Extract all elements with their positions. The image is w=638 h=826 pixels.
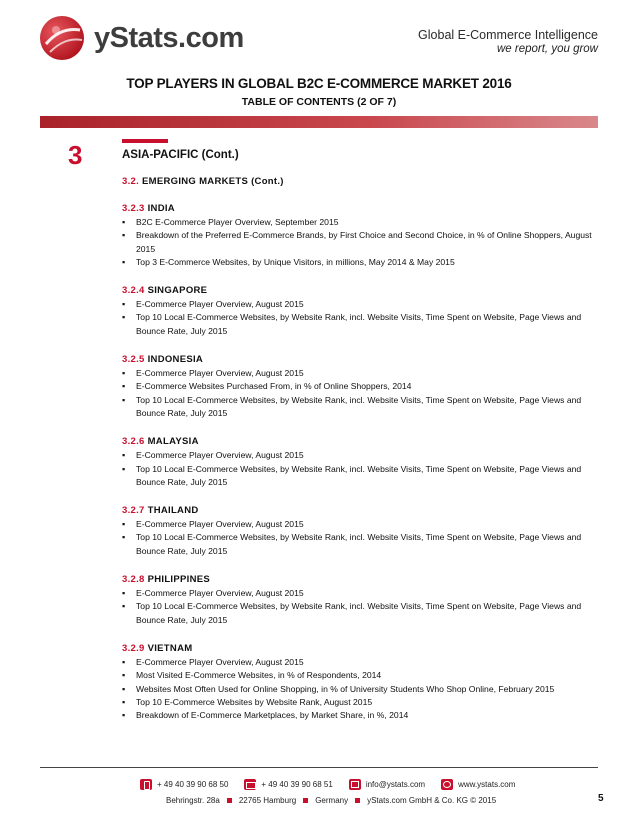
toc-section — [122, 643, 592, 722]
toc-item: ▪ Top 10 Local E-Commerce Websites, by Website Rank, incl. Website Visits, Time Spent on Website, Page Views and Bounce Rate, July 2015 — [122, 311, 592, 338]
section-heading — [122, 203, 592, 214]
header-divider-bar — [40, 116, 598, 128]
section-heading — [122, 285, 592, 296]
toc-section — [122, 285, 592, 338]
company-copyright: yStats.com GmbH & Co. KG © 2015 — [367, 796, 497, 805]
toc-item: ▪ Top 10 Local E-Commerce Websites, by Website Rank, incl. Website Visits, Time Spent on Website, Page Views and Bounce Rate, July 2015 — [122, 531, 592, 558]
section-title: SINGAPORE — [147, 285, 208, 297]
subchapter-heading — [122, 176, 592, 187]
section-title: PHILIPPINES — [147, 574, 211, 586]
toc-item: ▪ E-Commerce Player Overview, August 2015 — [122, 449, 592, 462]
toc-item: ▪ E-Commerce Player Overview, August 2015 — [122, 656, 592, 669]
toc-item: ▪ Top 10 Local E-Commerce Websites, by Website Rank, incl. Website Visits, Time Spent on Website, Page Views and Bounce Rate, July 2015 — [122, 600, 592, 627]
logo-text: yStats.com — [94, 22, 244, 54]
fax-text: + 49 40 39 90 68 51 — [261, 780, 333, 789]
section-number: 3.2.4 — [122, 285, 145, 297]
toc-item: ▪ Top 10 E-Commerce Websites by Website Rank, August 2015 — [122, 696, 592, 709]
subchapter-number: 3.2. — [122, 176, 140, 187]
section-item-list — [122, 518, 592, 558]
web-icon — [441, 779, 453, 790]
toc-sections — [122, 203, 592, 722]
section-heading — [122, 574, 592, 585]
section-title: INDONESIA — [147, 354, 204, 366]
separator-square — [303, 798, 308, 803]
email-icon — [349, 779, 361, 790]
section-title: VIETNAM — [147, 642, 193, 654]
footer-divider — [40, 767, 598, 768]
section-item-list — [122, 449, 592, 489]
toc-item: ▪ Breakdown of the Preferred E-Commerce Brands, by First Choice and Second Choice, in % of Online Shoppers, August 2015 — [122, 229, 592, 256]
toc-item: ▪ E-Commerce Websites Purchased From, in % of Online Shoppers, 2014 — [122, 380, 592, 393]
tagline-line2: we report, you grow — [497, 43, 598, 55]
separator-square — [227, 798, 232, 803]
section-title: INDIA — [147, 203, 175, 214]
toc-section — [122, 436, 592, 489]
section-title: MALAYSIA — [147, 436, 199, 448]
section-item-list — [122, 298, 592, 338]
chapter-accent-line — [122, 139, 168, 143]
title-block — [0, 76, 638, 108]
section-title: THAILAND — [147, 505, 199, 517]
tagline — [418, 28, 598, 55]
tagline-line1: Global E-Commerce Intelligence — [418, 28, 598, 42]
section-heading — [122, 436, 592, 447]
footer-phone — [140, 779, 228, 790]
section-number: 3.2.8 — [122, 574, 145, 586]
section-item-list — [122, 367, 592, 420]
toc-item: ▪ E-Commerce Player Overview, August 2015 — [122, 367, 592, 380]
fax-icon — [244, 779, 256, 790]
section-item-list — [122, 656, 592, 722]
toc-item: ▪ Top 10 Local E-Commerce Websites, by Website Rank, incl. Website Visits, Time Spent on Website, Page Views and Bounce Rate, July 2015 — [122, 394, 592, 421]
contact-row — [140, 779, 531, 790]
separator-square — [355, 798, 360, 803]
toc-section — [122, 203, 592, 269]
toc-content — [122, 176, 592, 722]
section-heading — [122, 505, 592, 516]
website-text[interactable]: www.ystats.com — [458, 780, 516, 789]
page-title: TOP PLAYERS IN GLOBAL B2C E-COMMERCE MARKET 2016 — [126, 76, 512, 91]
email-text[interactable]: info@ystats.com — [365, 780, 426, 789]
section-item-list — [122, 587, 592, 627]
chapter-number: 3 — [68, 140, 83, 170]
page-subtitle: TABLE OF CONTENTS (2 OF 7) — [241, 96, 397, 108]
toc-item: ▪ E-Commerce Player Overview, August 2015 — [122, 298, 592, 311]
section-number: 3.2.7 — [122, 505, 145, 517]
section-number: 3.2.6 — [122, 436, 145, 448]
section-number: 3.2.5 — [122, 354, 145, 366]
chapter-title: ASIA-PACIFIC (Cont.) — [122, 149, 239, 161]
section-number: 3.2.3 — [122, 203, 145, 214]
toc-section — [122, 505, 592, 558]
toc-section — [122, 354, 592, 420]
footer-email[interactable] — [349, 779, 425, 790]
toc-item: ▪ Top 10 Local E-Commerce Websites, by Website Rank, incl. Website Visits, Time Spent on Website, Page Views and Bounce Rate, July 2015 — [122, 463, 592, 490]
toc-item: ▪ E-Commerce Player Overview, August 2015 — [122, 518, 592, 531]
footer-fax — [244, 779, 332, 790]
address-city: 22765 Hamburg — [238, 796, 297, 805]
phone-text: + 49 40 39 90 68 50 — [157, 780, 229, 789]
phone-icon — [140, 779, 152, 790]
toc-item: ▪ Breakdown of E-Commerce Marketplaces, by Market Share, in %, 2014 — [122, 709, 592, 722]
address-row — [166, 796, 496, 805]
globe-logo-icon — [38, 14, 86, 62]
section-heading — [122, 643, 592, 654]
footer-website[interactable] — [441, 779, 515, 790]
page-number: 5 — [598, 793, 604, 804]
toc-section — [122, 574, 592, 627]
section-heading — [122, 354, 592, 365]
address-country: Germany — [315, 796, 349, 805]
address-street: Behringstr. 28a — [166, 796, 220, 805]
section-item-list — [122, 216, 592, 269]
subchapter-title: EMERGING MARKETS (Cont.) — [142, 176, 284, 187]
ystats-logo — [38, 14, 244, 66]
toc-item: ▪ E-Commerce Player Overview, August 2015 — [122, 587, 592, 600]
toc-item: ▪ Top 3 E-Commerce Websites, by Unique Visitors, in millions, May 2014 & May 2015 — [122, 256, 592, 269]
section-number: 3.2.9 — [122, 642, 145, 654]
toc-item: ▪ Most Visited E-Commerce Websites, in % of Respondents, 2014 — [122, 669, 592, 682]
toc-item: ▪ B2C E-Commerce Player Overview, September 2015 — [122, 216, 592, 229]
toc-item: ▪ Websites Most Often Used for Online Shopping, in % of University Students Who Shop Online, February 2015 — [122, 683, 592, 696]
